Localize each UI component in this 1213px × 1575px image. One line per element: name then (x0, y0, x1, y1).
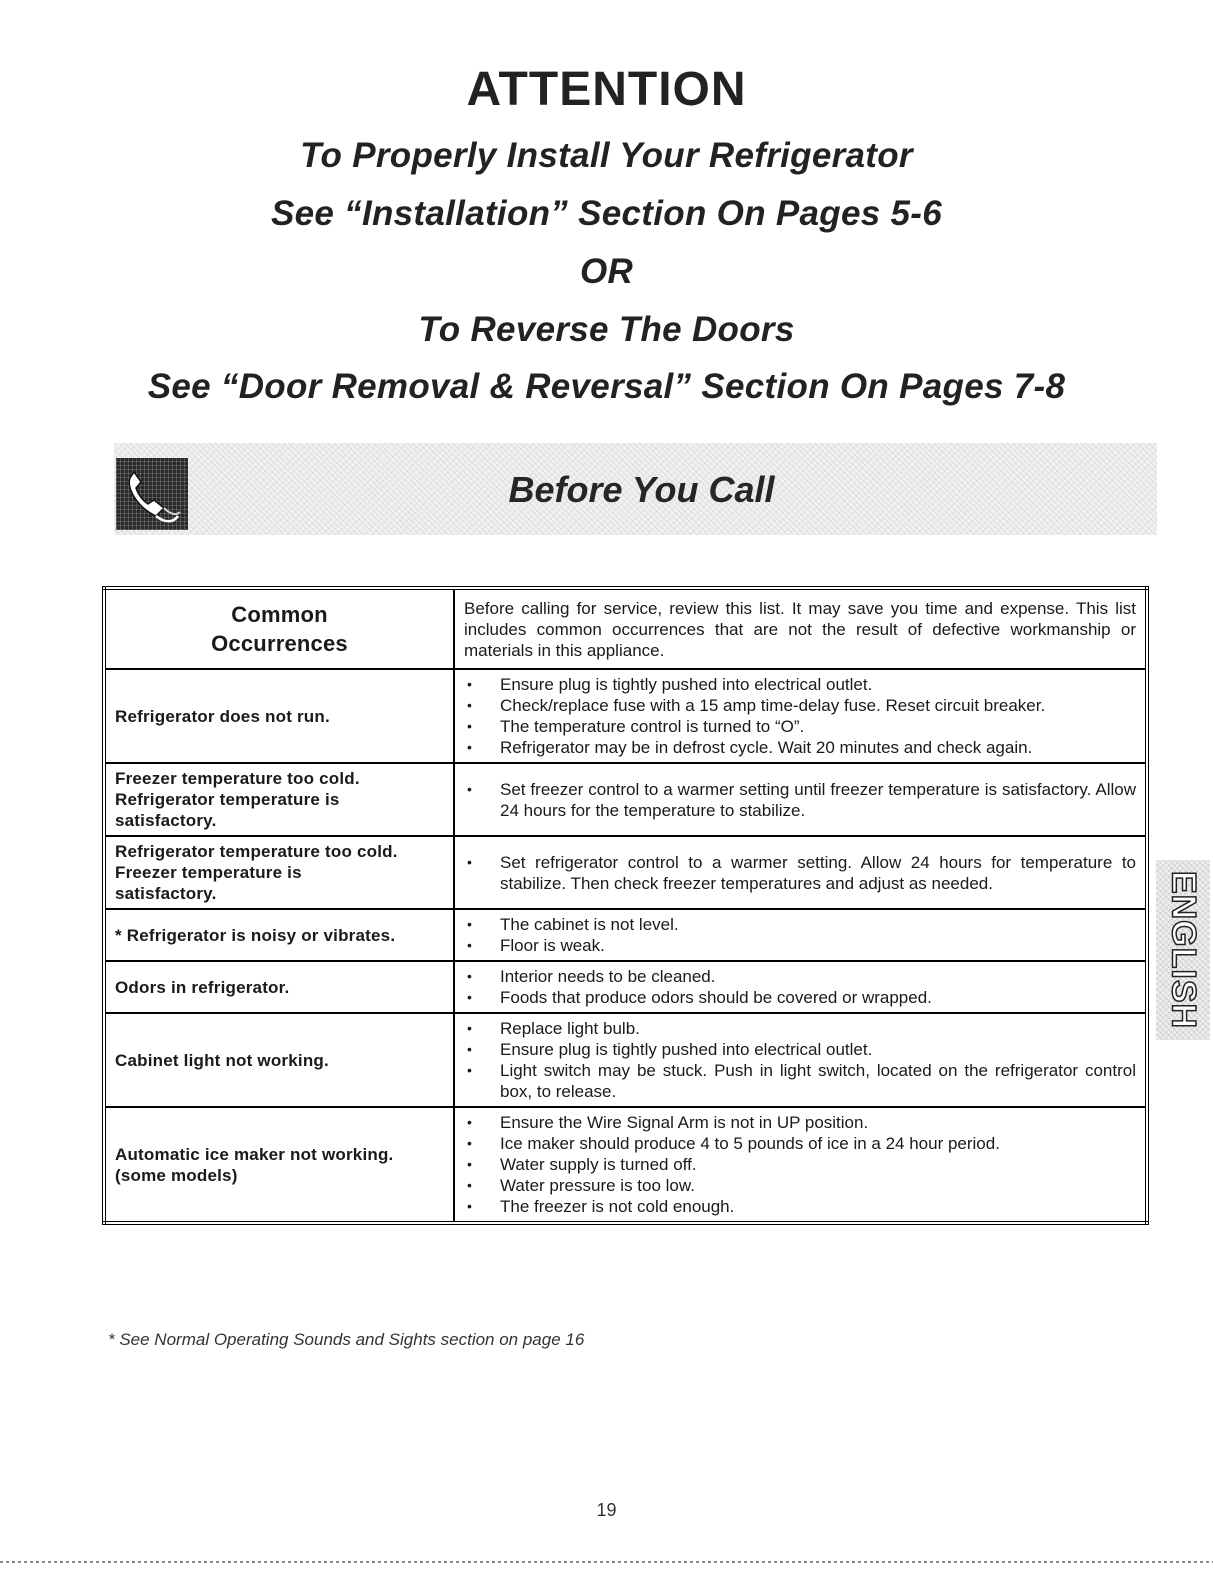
table-row (104, 836, 1147, 909)
solution-item: • Light switch may be stuck. Push in light switch, located on the refrigerator control box, to release. (464, 1060, 1136, 1102)
attention-title: ATTENTION (466, 63, 747, 116)
solution-item: • Water pressure is too low. (464, 1175, 1136, 1196)
condition-cell: * Refrigerator is noisy or vibrates. (104, 909, 454, 961)
install-reference: See “Installation” Section On Pages 5-6 (270, 194, 943, 233)
solution-item: • Refrigerator may be in defrost cycle. Wait 20 minutes and check again. (464, 737, 1136, 758)
solutions-cell (454, 763, 1147, 836)
solution-item: • Water supply is turned off. (464, 1154, 1136, 1175)
install-heading: To Properly Install Your Refrigerator (300, 136, 913, 175)
solutions-list (464, 779, 1136, 821)
solution-item: • The temperature control is turned to “O”. (464, 716, 1136, 737)
condition-cell: Refrigerator temperature too cold. Freezer temperature is satisfactory. (104, 836, 454, 909)
troubleshooting-table (102, 586, 1149, 1225)
solutions-list (464, 966, 1136, 1008)
solutions-list (464, 1018, 1136, 1102)
solution-item: • Interior needs to be cleaned. (464, 966, 1136, 987)
door-removal-reference: See “Door Removal & Reversal” Section On Pages 7-8 (147, 367, 1066, 406)
solution-item: • Ice maker should produce 4 to 5 pounds of ice in a 24 hour period. (464, 1133, 1136, 1154)
solutions-list (464, 914, 1136, 956)
condition-cell: Automatic ice maker not working. (some models) (104, 1107, 454, 1223)
table-row (104, 1013, 1147, 1107)
solution-item: • The freezer is not cold enough. (464, 1196, 1136, 1217)
solutions-list (464, 1112, 1136, 1217)
solutions-cell (454, 909, 1147, 961)
condition-cell: Odors in refrigerator. (104, 961, 454, 1013)
solution-item: • Set freezer control to a warmer setting until freezer temperature is satisfactory. Allow 24 hours for the temperature to stabilize. (464, 779, 1136, 821)
language-tab (1156, 860, 1210, 1040)
solution-item: • Foods that produce odors should be covered or wrapped. (464, 987, 1136, 1008)
solution-item: • Check/replace fuse with a 15 amp time-delay fuse. Reset circuit breaker. (464, 695, 1136, 716)
bottom-divider (0, 1561, 1213, 1563)
footnote: * See Normal Operating Sounds and Sights section on page 16 (108, 1330, 585, 1349)
before-you-call-banner (114, 443, 1157, 535)
common-occurrences-header: Common Occurrences (104, 588, 454, 669)
solution-item: • Ensure plug is tightly pushed into electrical outlet. (464, 674, 1136, 695)
solutions-cell (454, 961, 1147, 1013)
before-you-call-title: Before You Call (508, 469, 775, 510)
solution-item: • Ensure the Wire Signal Arm is not in UP position. (464, 1112, 1136, 1133)
table-row (104, 1107, 1147, 1223)
solutions-cell (454, 836, 1147, 909)
solutions-cell (454, 669, 1147, 763)
condition-cell: Cabinet light not working. (104, 1013, 454, 1107)
solution-item: • The cabinet is not level. (464, 914, 1136, 935)
condition-cell: Freezer temperature too cold. Refrigerator temperature is satisfactory. (104, 763, 454, 836)
solution-item: • Floor is weak. (464, 935, 1136, 956)
solutions-list (464, 674, 1136, 758)
table-row (104, 909, 1147, 961)
table-header-row (104, 588, 1147, 669)
solution-item: • Ensure plug is tightly pushed into electrical outlet. (464, 1039, 1136, 1060)
condition-cell: Refrigerator does not run. (104, 669, 454, 763)
table-row (104, 763, 1147, 836)
table-row (104, 669, 1147, 763)
language-tab-label: ENGLISH (1164, 870, 1203, 1030)
or-divider: OR (579, 252, 634, 291)
solutions-list (464, 852, 1136, 894)
solutions-cell (454, 1013, 1147, 1107)
troubleshooting-table-body (104, 588, 1147, 1223)
solution-item: • Replace light bulb. (464, 1018, 1136, 1039)
solution-item: • Set refrigerator control to a warmer setting. Allow 24 hours for temperature to stabilize. Then check freezer temperatures and adjust as needed. (464, 852, 1136, 894)
table-row (104, 961, 1147, 1013)
reverse-doors-heading: To Reverse The Doors (418, 310, 795, 349)
solutions-cell (454, 1107, 1147, 1223)
page-number: 19 (596, 1500, 617, 1520)
intro-text: Before calling for service, review this list. It may save you time and expense. This list includes common occurrences that are not the result of defective workmanship or materials in this appliance. (454, 588, 1147, 669)
